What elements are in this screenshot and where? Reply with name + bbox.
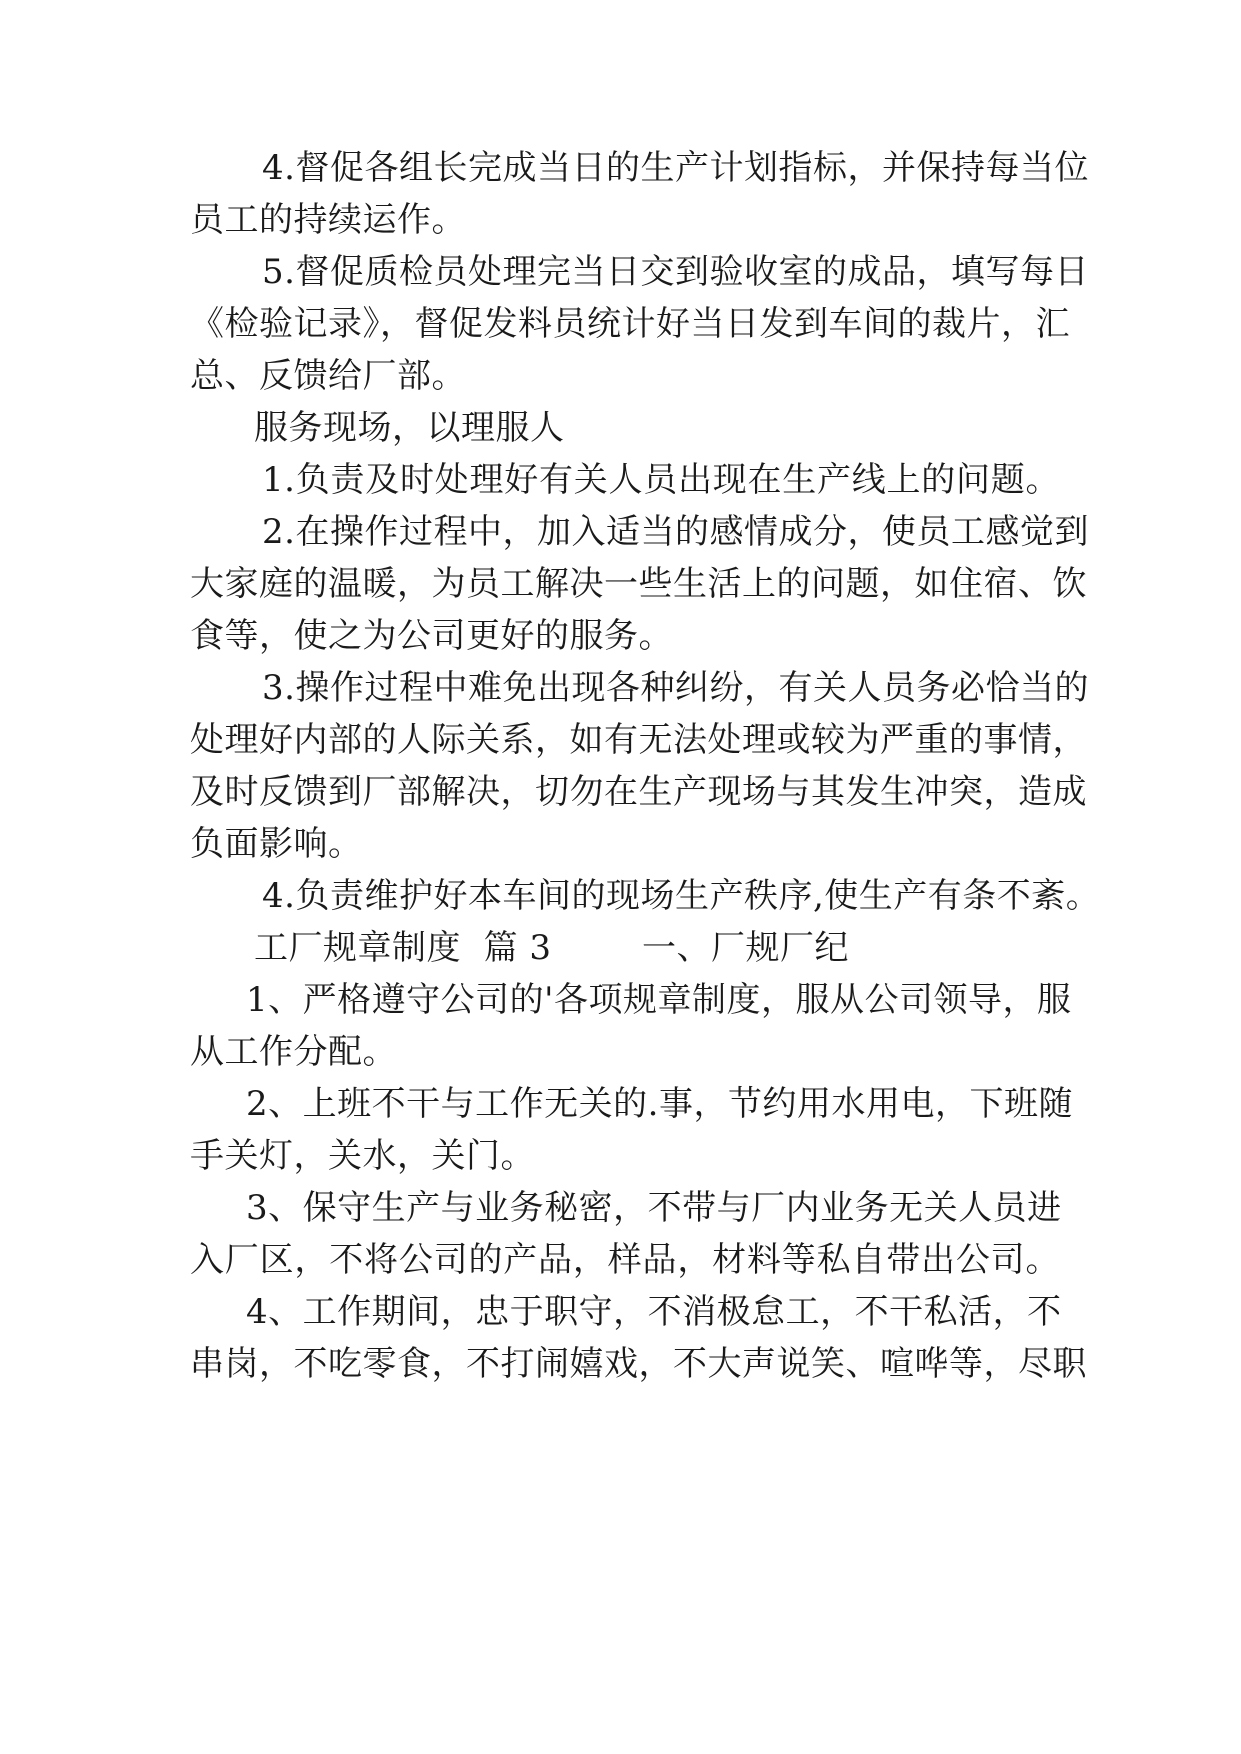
paragraph-line: 4.负责维护好本车间的现场生产秩序,使生产有条不紊。: [262, 876, 1101, 916]
paragraph-line: 4、工作期间，忠于职守，不消极怠工，不干私活，不: [246, 1292, 1062, 1332]
paragraph-line: 3.操作过程中难免出现各种纠纷，有关人员务必恰当的: [262, 668, 1089, 708]
paragraph-line: 5.督促质检员处理完当日交到验收室的成品，填写每日: [262, 252, 1089, 292]
paragraph-line: 2.在操作过程中，加入适当的感情成分，使员工感觉到: [262, 512, 1089, 552]
paragraph-line: 串岗，不吃零食，不打闹嬉戏，不大声说笑、喧哗等，尽职: [190, 1344, 1087, 1384]
section-heading: 服务现场，以理服人: [254, 408, 565, 448]
paragraph-line: 总、反馈给厂部。: [190, 356, 466, 396]
paragraph-line: 及时反馈到厂部解决，切勿在生产现场与其发生冲突，造成: [190, 772, 1087, 812]
paragraph-line: 负面影响。: [190, 824, 363, 864]
paragraph-line: 手关灯，关水，关门。: [190, 1136, 535, 1176]
paragraph-line: 《检验记录》，督促发料员统计好当日发到车间的裁片，汇: [190, 304, 1070, 344]
paragraph-line: 3、保守生产与业务秘密，不带与厂内业务无关人员进: [246, 1188, 1062, 1228]
paragraph-line: 入厂区，不将公司的产品，样品，材料等私自带出公司。: [190, 1240, 1060, 1280]
paragraph-line: 从工作分配。: [190, 1032, 397, 1072]
paragraph-line: 员工的持续运作。: [190, 200, 466, 240]
paragraph-line: 4.督促各组长完成当日的生产计划指标，并保持每当位: [262, 148, 1089, 188]
paragraph-line: 1.负责及时处理好有关人员出现在生产线上的问题。: [262, 460, 1060, 500]
section-heading: 工厂规章制度 篇 3 一、厂规厂纪: [254, 928, 850, 968]
paragraph-line: 大家庭的温暖，为员工解决一些生活上的问题，如住宿、饮: [190, 564, 1087, 604]
paragraph-line: 1、严格遵守公司的'各项规章制度，服从公司领导，服: [246, 980, 1072, 1020]
paragraph-line: 2、上班不干与工作无关的.事，节约用水用电，下班随: [246, 1084, 1073, 1124]
paragraph-line: 食等，使之为公司更好的服务。: [190, 616, 673, 656]
paragraph-line: 处理好内部的人际关系，如有无法处理或较为严重的事情，: [190, 720, 1087, 760]
